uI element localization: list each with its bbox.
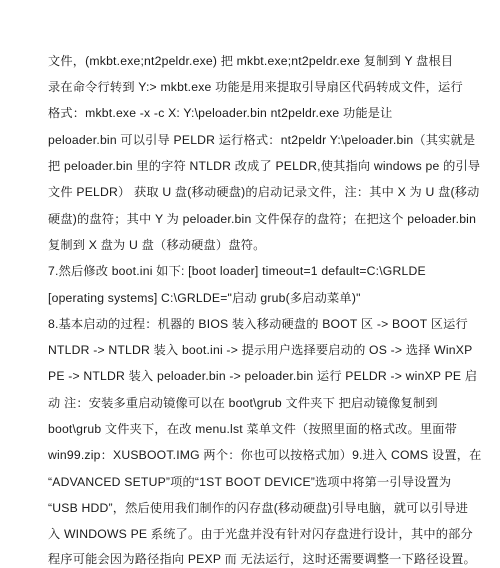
- text-line-11: 8.基本启动的过程：机器的 BIOS 装入移动硬盘的 BOOT 区 -> BOOT 区运行: [48, 317, 468, 331]
- text-line-9: 7.然后修改 boot.ini 如下: [boot loader] timeout=1 default=C:\GRLDE: [48, 264, 426, 278]
- text-line-4: peloader.bin 可以引导 PELDR 运行格式：nt2peldr Y:\peloader.bin（其实就是: [48, 133, 476, 147]
- text-line-12: NTLDR -> NTLDR 装入 boot.ini -> 提示用户选择要启动的 OS -> 选择 WinXP: [48, 343, 473, 357]
- text-line-14: 动 注：安装多重启动镜像可以在 boot\grub 文件夹下 把启动镜像复制到: [48, 396, 438, 410]
- text-line-13: PE -> NTLDR 装入 peloader.bin -> peloader.bin 运行 PELDR -> winXP PE 启: [48, 369, 478, 383]
- text-line-19: 入 WINDOWS PE 系统了。由于光盘并没有针对闪存盘进行设计，其中的部分: [48, 527, 473, 541]
- text-line-20: 程序可能会因为路径指向 PEXP 而 无法运行，这时还需要调整一下路径设置。: [48, 552, 476, 566]
- text-line-16: win99.zip：XUSBOOT.IMG 两个：你也可以按格式加）9.进入 COMS 设置，在: [48, 448, 482, 462]
- text-line-8: 复制到 X 盘为 U 盘（移动硬盘）盘符。: [48, 238, 266, 252]
- text-line-5: 把 peloader.bin 里的字符 NTLDR 改成了 PELDR,使其指向 windows pe 的引导: [48, 159, 481, 173]
- text-line-6: 文件 PELDR） 获取 U 盘(移动硬盘)的启动记录文件，注：其中 X 为 U 盘(移动: [48, 185, 480, 199]
- text-line-2: 录在命令行转到 Y:> mkbt.exe 功能是用来提取引导扇区代码转成文件，运行: [48, 80, 463, 94]
- text-line-15: boot\grub 文件夹下，在改 menu.lst 菜单文件（按照里面的格式改。里面带: [48, 422, 458, 436]
- text-line-1: 文件，(mkbt.exe;nt2peldr.exe) 把 mkbt.exe;nt2peldr.exe 复制到 Y 盘根目: [48, 54, 454, 68]
- text-line-3: 格式：mkbt.exe -x -c X: Y:\peloader.bin nt2peldr.exe 功能是让: [48, 106, 393, 120]
- text-line-17: “ADVANCED SETUP”项的“1ST BOOT DEVICE”选项中将第一引导设置为: [48, 475, 452, 489]
- text-line-18: “USB HDD”，然后使用我们制作的闪存盘(移动硬盘)引导电脑，就可以引导进: [48, 501, 469, 515]
- text-line-10: [operating systems] C:\GRLDE="启动 grub(多启动菜单)": [48, 291, 361, 305]
- text-line-7: 硬盘)的盘符；其中 Y 为 peloader.bin 文件保存的盘符；在把这个 peloader.bin: [48, 212, 477, 226]
